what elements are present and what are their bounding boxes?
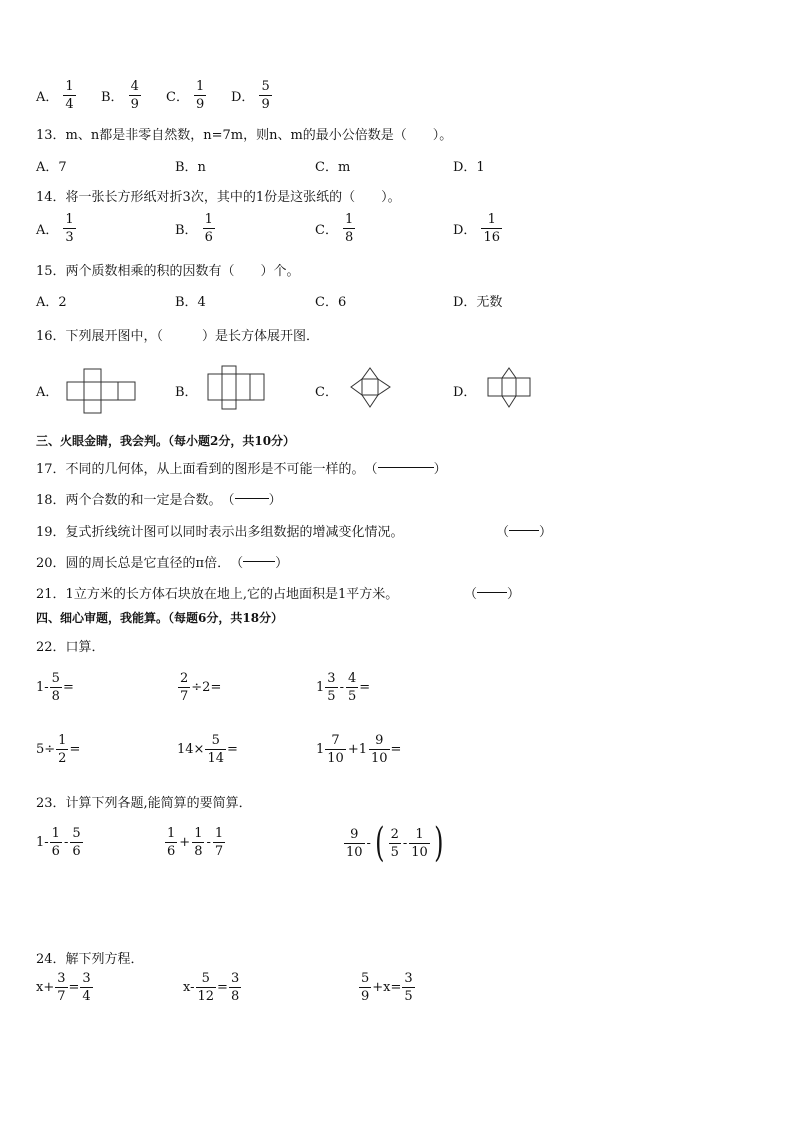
q21-answer: （ ） [464, 587, 521, 602]
q22-title: 22．口算． [36, 640, 105, 655]
q22-expr-3: 1 $\frac{3}{5}$ - $\frac{4}{5}$ = [316, 671, 371, 704]
q23-expr-1: 1- $\frac{1}{6}$ - $\frac{5}{6}$ [36, 826, 81, 859]
net-figure-a [66, 368, 138, 414]
q12-option-c: C． $\frac{1}{9}$ [166, 79, 205, 112]
q18-answer-blank[interactable] [235, 498, 269, 499]
q15-option-d: D．无数 [453, 295, 503, 310]
section3-title: 三、火眼金睛，我会判。（每小题2分，共10分） [36, 434, 296, 448]
q12-option-d: D． $\frac{5}{9}$ [231, 79, 270, 112]
q13-option-b: B．n [175, 160, 206, 175]
q22-expr-1: 1- $\frac{5}{8}$ = [36, 671, 74, 704]
q13-option-a: A．7 [36, 160, 67, 175]
q15-option-c: C．6 [315, 295, 347, 310]
net-figure-b [206, 365, 266, 411]
q15-option-b: B．4 [175, 295, 206, 310]
q24-equation-1: x+ $\frac{3}{7}$ = $\frac{3}{4}$ [36, 971, 91, 1004]
q14-option-d: D． $\frac{1}{16}$ [453, 212, 500, 245]
q16-label-d: D． [453, 385, 477, 400]
q23-expr-2: $\frac{1}{6}$ + $\frac{1}{8}$ - $\frac{1}{7}$ [167, 826, 224, 859]
q13-question: 13．m、n都是非零自然数，n=7m，则n、m的最小公倍数是（ ）。 [36, 128, 453, 143]
q19-answer-blank[interactable] [509, 530, 539, 531]
q19-statement: 19．复式折线统计图可以同时表示出多组数据的增减变化情况。 [36, 525, 404, 540]
q22-expr-5: 14× $\frac{5}{14}$ = [177, 733, 238, 766]
q16-question: 16．下列展开图中，（ ）是长方体展开图． [36, 329, 320, 344]
q14-option-c: C． $\frac{1}{8}$ [315, 212, 354, 245]
q14-question: 14．将一张长方形纸对折3次，其中的1份是这张纸的（ ）。 [36, 190, 401, 205]
q14-option-b: B． $\frac{1}{6}$ [175, 212, 213, 245]
q15-question: 15．两个质数相乘的积的因数有（ ）个。 [36, 264, 300, 279]
q24-equation-3: $\frac{5}{9}$ +x= $\frac{3}{5}$ [361, 971, 413, 1004]
q16-label-c: C． [315, 385, 338, 400]
q18-statement: 18．两个合数的和一定是合数。 （ ） [36, 493, 282, 508]
q16-label-a: A． [36, 385, 59, 400]
q16-label-b: B． [175, 385, 198, 400]
net-figure-d [485, 366, 533, 410]
q20-answer-blank[interactable] [243, 561, 275, 562]
q15-option-a: A．2 [36, 295, 67, 310]
q13-option-c: C．m [315, 160, 351, 175]
q12-option-b: B． $\frac{4}{9}$ [101, 79, 139, 112]
q17-statement: 17．不同的几何体，从上面看到的图形是不可能一样的。 （ ） [36, 462, 447, 477]
q20-statement: 20．圆的周长总是它直径的π倍． （ ） [36, 556, 289, 571]
q14-option-a: A． $\frac{1}{3}$ [36, 212, 74, 245]
q22-expr-2: $\frac{2}{7}$ ÷2= [180, 671, 222, 704]
q23-expr-3: $\frac{9}{10}$ - ( $\frac{2}{5}$ - $\frac{1}{10}$ ) [346, 820, 444, 866]
q22-expr-4: 5÷ $\frac{1}{2}$ = [36, 733, 81, 766]
q21-statement: 21．1立方米的长方体石块放在地上,它的占地面积是1平方米。 [36, 587, 399, 602]
q12-option-a: A． $\frac{1}{4}$ [36, 79, 74, 112]
q21-answer-blank[interactable] [477, 592, 507, 593]
q22-expr-6: 1 $\frac{7}{10}$ +1 $\frac{9}{10}$ = [316, 733, 402, 766]
q17-answer-blank[interactable] [378, 467, 434, 468]
q24-equation-2: x- $\frac{5}{12}$ = $\frac{3}{8}$ [183, 971, 240, 1004]
q13-option-d: D．1 [453, 160, 485, 175]
q23-title: 23．计算下列各题,能简算的要简算． [36, 796, 252, 811]
section4-title: 四、细心审题，我能算。（每题6分，共18分） [36, 611, 284, 625]
q24-title: 24．解下列方程． [36, 952, 144, 967]
net-figure-c [348, 366, 394, 410]
q19-answer: （ ） [496, 525, 553, 540]
